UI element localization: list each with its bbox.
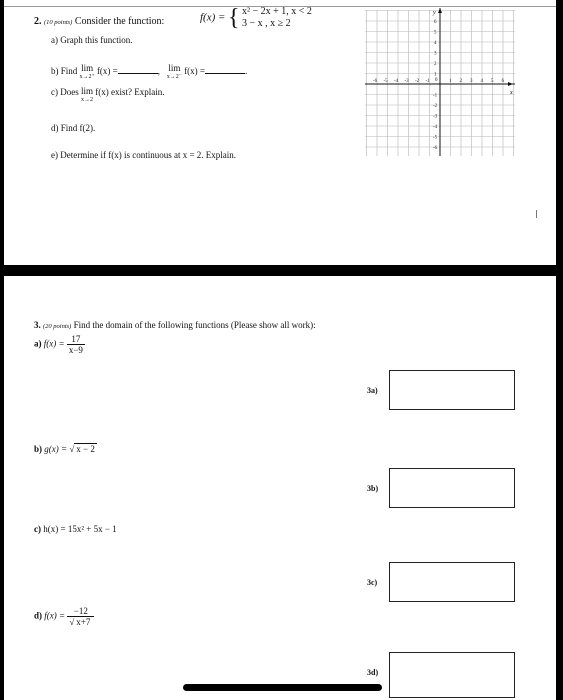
problem-3-prompt: Find the domain of the following functions (Please show all work): — [73, 320, 316, 330]
part-2b-label: b) Find — [51, 66, 78, 76]
y-tick-label: 1 — [434, 72, 437, 78]
worksheet-page-2 — [4, 276, 556, 700]
x-tick-label: 3 — [470, 79, 473, 84]
part-2b — [51, 64, 247, 82]
piecewise-function — [200, 6, 312, 30]
function-lhs: f(x) = — [200, 11, 226, 24]
horizontal-scrollbar[interactable] — [183, 684, 382, 691]
part-3b-label: b) — [34, 444, 43, 454]
answer-label-3b: 3b) — [367, 484, 379, 493]
part-2c-text: f(x) exist? Explain. — [95, 87, 165, 97]
part-3b — [34, 444, 97, 454]
radicand-3b: x − 2 — [76, 444, 95, 454]
answer-box-3d[interactable] — [389, 652, 515, 698]
y-tick-label: -3 — [433, 114, 438, 120]
limit-right — [80, 64, 95, 82]
fx-text: f(x) = — [184, 66, 206, 76]
part-3c-label: c) — [34, 524, 41, 534]
x-tick-label: 2 — [459, 79, 462, 84]
part-2a: a) Graph this function. — [51, 35, 133, 45]
answer-box-3a[interactable] — [389, 370, 515, 410]
worksheet-page-1 — [4, 0, 556, 265]
part-3d — [34, 606, 94, 627]
problem-2-points: (10 points) — [44, 19, 73, 26]
problem-3-header — [34, 320, 316, 330]
part-3a — [34, 334, 85, 355]
sqrt-symbol: √ — [69, 617, 75, 627]
y-tick-label: 4 — [434, 41, 437, 46]
fx-text: f(x) = — [96, 66, 118, 76]
y-axis-label: y — [433, 10, 436, 16]
problem-3-points: (20 points) — [43, 323, 72, 330]
problem-2-number: 2. — [34, 16, 42, 27]
piece-2: 3 − x , x ≥ 2 — [241, 18, 291, 29]
lim-word: lim — [81, 86, 94, 96]
limit-left — [167, 64, 182, 82]
part-3c — [34, 524, 117, 534]
problem-2-header — [34, 16, 164, 27]
answer-label-3a: 3a) — [367, 386, 378, 395]
part-3d-label: d) — [34, 610, 43, 621]
lim-word: lim — [81, 63, 94, 73]
x-tick-label: 5 — [491, 79, 494, 84]
y-tick-label: -5 — [433, 135, 438, 141]
numerator-3d: −12 — [67, 606, 94, 617]
denominator-3a: x−9 — [68, 345, 83, 355]
part-2c — [51, 87, 165, 105]
origin-label: 0 — [435, 78, 438, 83]
lim-word: lim — [168, 63, 181, 73]
x-tick-label: 6 — [501, 79, 504, 84]
limit-two-sided — [81, 87, 93, 105]
y-tick-label: -2 — [433, 104, 438, 109]
part-3a-lhs: f(x) = — [43, 338, 65, 349]
margin-mark — [536, 210, 537, 218]
answer-blank-1[interactable] — [118, 64, 161, 76]
coordinate-grid — [365, 6, 515, 156]
x-tick-label: 1 — [449, 79, 452, 84]
part-2e: e) Determine if f(x) is continuous at x = 2. Explain. — [51, 150, 237, 160]
answer-label-3d: 3d) — [367, 668, 379, 677]
numerator-3a: 17 — [67, 334, 85, 345]
separator: , — [157, 66, 161, 76]
lim-sub-left: x→2⁻ — [166, 74, 182, 80]
answer-box-3c[interactable] — [389, 562, 515, 602]
part-3b-lhs: g(x) = — [44, 444, 68, 454]
x-tick-label: -6 — [373, 79, 378, 84]
x-tick-label: -2 — [415, 79, 420, 84]
x-tick-label: -3 — [404, 79, 409, 84]
piece-1: x² − 2x + 1, x < 2 — [241, 6, 312, 17]
lim-sub: x→2 — [81, 97, 93, 103]
piecewise-pieces — [242, 6, 312, 30]
x-axis-label: x — [510, 90, 513, 96]
problem-3-number: 3. — [34, 320, 41, 330]
fraction-3a — [67, 334, 85, 355]
x-tick-label: -5 — [383, 79, 388, 84]
lim-sub-right: x→2⁺ — [79, 74, 95, 80]
part-3c-expr: h(x) = 15x² + 5x − 1 — [43, 524, 117, 534]
answer-box-3b[interactable] — [389, 468, 515, 508]
radicand-3d: x+7 — [76, 617, 91, 627]
x-tick-label: -1 — [425, 79, 430, 84]
answer-label-3c: 3c) — [367, 578, 378, 587]
y-tick-label: 5 — [434, 30, 437, 36]
answer-blank-2[interactable] — [205, 64, 248, 76]
problem-2-prompt: Consider the function: — [74, 16, 165, 27]
piecewise-brace: { — [227, 5, 240, 31]
y-tick-label: -4 — [433, 125, 438, 130]
part-3a-label: a) — [34, 338, 42, 349]
part-3d-lhs: f(x) = — [44, 610, 66, 621]
x-tick-label: 4 — [480, 79, 483, 84]
denominator-3d — [67, 617, 94, 627]
sqrt-symbol: √ — [69, 444, 75, 454]
y-tick-label: -1 — [433, 93, 438, 99]
x-tick-label: -4 — [394, 79, 399, 84]
y-tick-label: 6 — [434, 20, 437, 25]
fraction-3d — [67, 606, 94, 627]
y-tick-label: -6 — [433, 146, 438, 151]
y-tick-label: 3 — [434, 51, 437, 57]
part-2d: d) Find f(2). — [51, 123, 96, 133]
period: . — [245, 66, 248, 76]
x-axis-arrow — [508, 82, 513, 86]
part-2c-label: c) Does — [51, 87, 79, 97]
y-tick-label: 2 — [434, 62, 437, 67]
